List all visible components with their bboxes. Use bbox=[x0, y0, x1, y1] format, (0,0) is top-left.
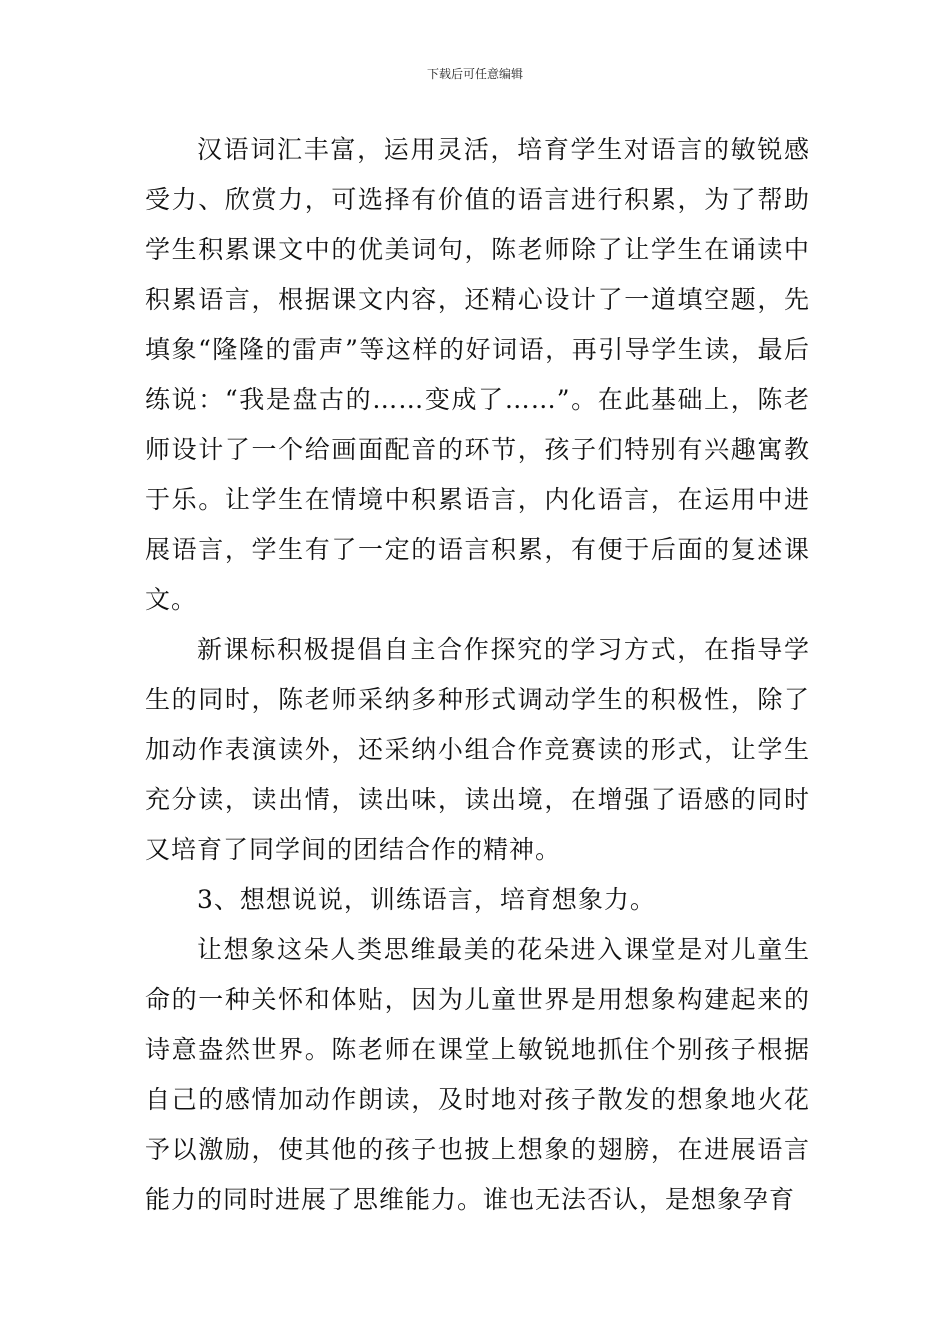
paragraph-cooperative-reading: 新课标积极提倡自主合作探究的学习方式，在指导学生的同时，陈老师采纳多种形式调动学生的积极性，除了加动作表演读外，还采纳小组合作竞赛读的形式，让学生充分读，读出情，读出味，读出境，在增强了语感的同时又培育了同学间的团结合作的精神。 bbox=[145, 635, 810, 864]
document-body bbox=[145, 125, 810, 1225]
section-heading-imagination: 3、想想说说，训练语言，培育想象力。 bbox=[197, 885, 656, 914]
paragraph-imagination: 让想象这朵人类思维最美的花朵进入课堂是对儿童生命的一种关怀和体贴，因为儿童世界是用想象构建起来的诗意盎然世界。陈老师在课堂上敏锐地抓住个别孩子根据自己的感情加动作朗读，及时地对孩子散发的想象地火花予以激励，使其他的孩子也披上想象的翅膀，在进展语言能力的同时进展了思维能力。谁也无法否认，是想象孕育 bbox=[145, 935, 810, 1214]
page-header: 下载后可任意编辑 bbox=[426, 67, 523, 81]
paragraph-vocabulary: 汉语词汇丰富，运用灵活，培育学生对语言的敏锐感受力、欣赏力，可选择有价值的语言进行积累，为了帮助学生积累课文中的优美词句，陈老师除了让学生在诵读中积累语言，根据课文内容，还精心设计了一道填空题，先填象“隆隆的雷声”等这样的好词语，再引导学生读，最后练说：“我是盘古的……变成了……”。在此基础上，陈老师设计了一个给画面配音的环节，孩子们特别有兴趣寓教于乐。让学生在情境中积累语言，内化语言，在运用中进展语言，学生有了一定的语言积累，有便于后面的复述课文。 bbox=[145, 135, 810, 614]
